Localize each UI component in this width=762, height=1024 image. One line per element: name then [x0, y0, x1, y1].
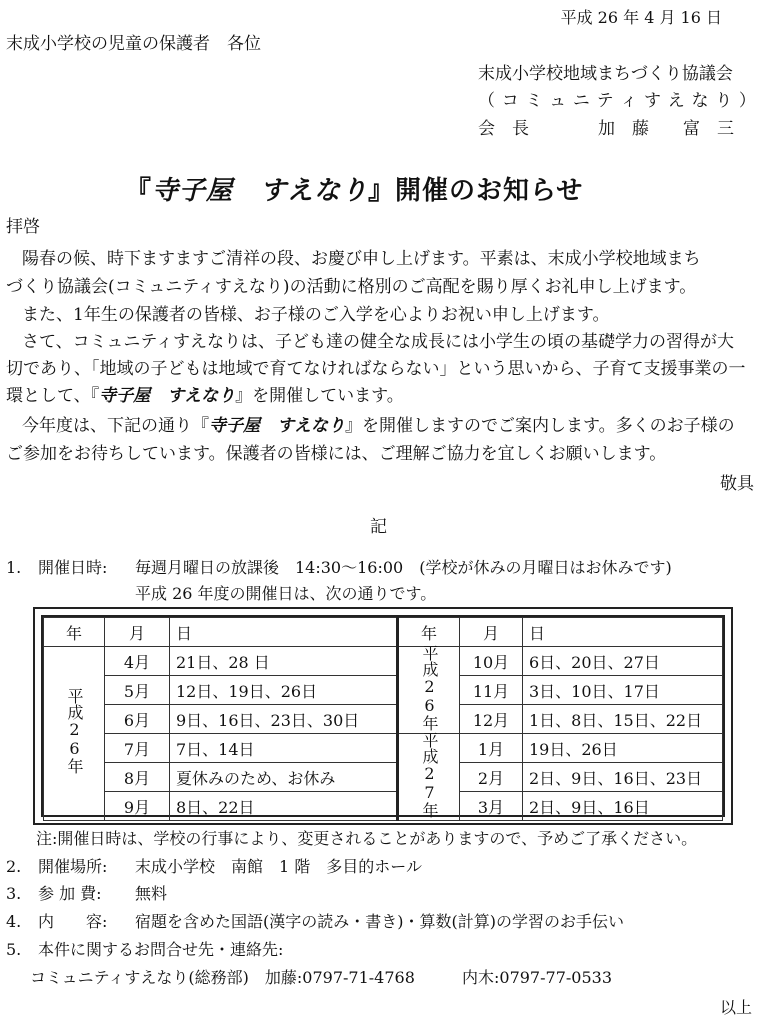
item-1-line-1: 毎週月曜日の放課後 14:30～16:00 (学校が休みの月曜日はお休みです) [135, 558, 672, 577]
item-4-value: 宿題を含めた国語(漢字の読み・書き)・算数(計算)の学習のお手伝い [135, 912, 624, 931]
closing: 敬具 [720, 474, 754, 494]
month-cell: 11月 [460, 676, 523, 705]
issue-date: 平成 26 年 4 月 16 日 [560, 8, 722, 27]
header-day-right: 日 [523, 618, 723, 647]
days-cell: 6日、20日、27日 [523, 647, 723, 676]
month-cell: 8月 [105, 763, 170, 792]
days-cell: 21日、28 日 [170, 647, 398, 676]
month-cell: 1月 [460, 734, 523, 763]
paragraph-1-line-2: づくり協議会(コミュニティすえなり)の活動に格別のご高配を賜り厚くお礼申し上げます。 [6, 277, 697, 297]
item-2-value: 末成小学校 南館 1 階 多目的ホール [135, 857, 422, 876]
right-year-cell-a: 平成26年 [398, 647, 460, 734]
end-mark: 以上 [719, 998, 752, 1017]
item-3-number: 3. [6, 884, 22, 903]
days-cell: 8日、22日 [170, 792, 398, 821]
sender-name: 加 藤 富 三 [598, 119, 734, 139]
item-1-number: 1. [6, 558, 22, 577]
paragraph-4-line-2: ご参加をお待ちしています。保護者の皆様には、ご理解ご協力を宜しくお願いします。 [6, 444, 667, 464]
paragraph-2: また、1年生の保護者の皆様、お子様のご入学を心よりお祝い申し上げます。 [22, 305, 610, 325]
days-cell: 2日、9日、16日、23日 [523, 763, 723, 792]
schedule-table [43, 617, 723, 821]
schedule-note: 注:開催日時は、学校の行事により、変更されることがありますので、予めご了承ください。 [36, 829, 698, 848]
header-year-right: 年 [398, 618, 460, 647]
contact-kato: コミュニティすえなり(総務部) 加藤:0797-71-4768 [30, 968, 415, 987]
month-cell: 6月 [105, 705, 170, 734]
table-row [44, 676, 723, 705]
item-4-number: 4. [6, 912, 22, 931]
item-4-label: 内 容: [38, 912, 108, 931]
item-1-label: 開催日時: [38, 558, 108, 577]
month-cell: 3月 [460, 792, 523, 821]
item-5-number: 5. [6, 940, 22, 959]
item-2-label: 開催場所: [38, 857, 108, 876]
month-cell: 4月 [105, 647, 170, 676]
item-3-value: 無料 [135, 884, 168, 903]
days-cell: 3日、10日、17日 [523, 676, 723, 705]
month-cell: 5月 [105, 676, 170, 705]
table-row [44, 647, 723, 676]
right-year-cell-b: 平成27年 [398, 734, 460, 821]
paragraph-3-line-1: さて、コミュニティすえなりは、子ども達の健全な成長には小学生の頃の基礎学力の習得が大 [22, 332, 734, 352]
header-day-left: 日 [170, 618, 398, 647]
days-cell: 夏休みのため、お休み [170, 763, 398, 792]
month-cell: 10月 [460, 647, 523, 676]
table-row [44, 763, 723, 792]
month-cell: 7月 [105, 734, 170, 763]
header-year-left: 年 [44, 618, 105, 647]
month-cell: 9月 [105, 792, 170, 821]
paragraph-3-line-2: 切であり、「地域の子どもは地域で育てなければならない」という思いから、子育て支援事業の一 [6, 359, 746, 379]
paragraph-3-line-3: 環として、『寺子屋 すえなり』を開催しています。 [6, 386, 404, 406]
month-cell: 12月 [460, 705, 523, 734]
table-row [44, 792, 723, 821]
greeting-open: 拝啓 [6, 217, 40, 237]
header-month-left: 月 [105, 618, 170, 647]
sender-nickname: （ コ ミ ュ ニ テ ィ す え な り ） [478, 91, 756, 111]
days-cell: 9日、16日、23日、30日 [170, 705, 398, 734]
paragraph-4-line-1: 今年度は、下記の通り『寺子屋 すえなり』を開催しますのでご案内します。多くのお子様の [22, 416, 735, 436]
days-cell: 1日、8日、15日、22日 [523, 705, 723, 734]
days-cell: 12日、19日、26日 [170, 676, 398, 705]
item-2-number: 2. [6, 857, 22, 876]
days-cell: 19日、26日 [523, 734, 723, 763]
month-cell: 2月 [460, 763, 523, 792]
ki-heading: 記 [370, 517, 387, 537]
schedule-table-frame [33, 607, 733, 825]
sender-org: 末成小学校地域まちづくり協議会 [478, 64, 733, 84]
days-cell: 2日、9日、16日 [523, 792, 723, 821]
page-title: 『寺子屋 すえなり』開催のお知らせ [125, 176, 584, 206]
table-row [44, 734, 723, 763]
item-1-line-2: 平成 26 年度の開催日は、次の通りです。 [135, 584, 437, 603]
contact-uchiki: 内木:0797-77-0533 [462, 968, 613, 987]
days-cell: 7日、14日 [170, 734, 398, 763]
addressee: 末成小学校の児童の保護者 各位 [6, 34, 261, 54]
header-month-right: 月 [460, 618, 523, 647]
table-header-row [44, 618, 723, 647]
paragraph-1-line-1: 陽春の候、時下ますますご清祥の段、お慶び申し上げます。平素は、末成小学校地域まち [22, 249, 701, 269]
table-row [44, 705, 723, 734]
item-5-label: 本件に関するお問合せ先・連絡先: [38, 940, 284, 959]
item-3-label: 参 加 費: [38, 884, 102, 903]
sender-role: 会 長 [478, 119, 529, 139]
left-year-cell: 平成26年 [44, 647, 105, 821]
